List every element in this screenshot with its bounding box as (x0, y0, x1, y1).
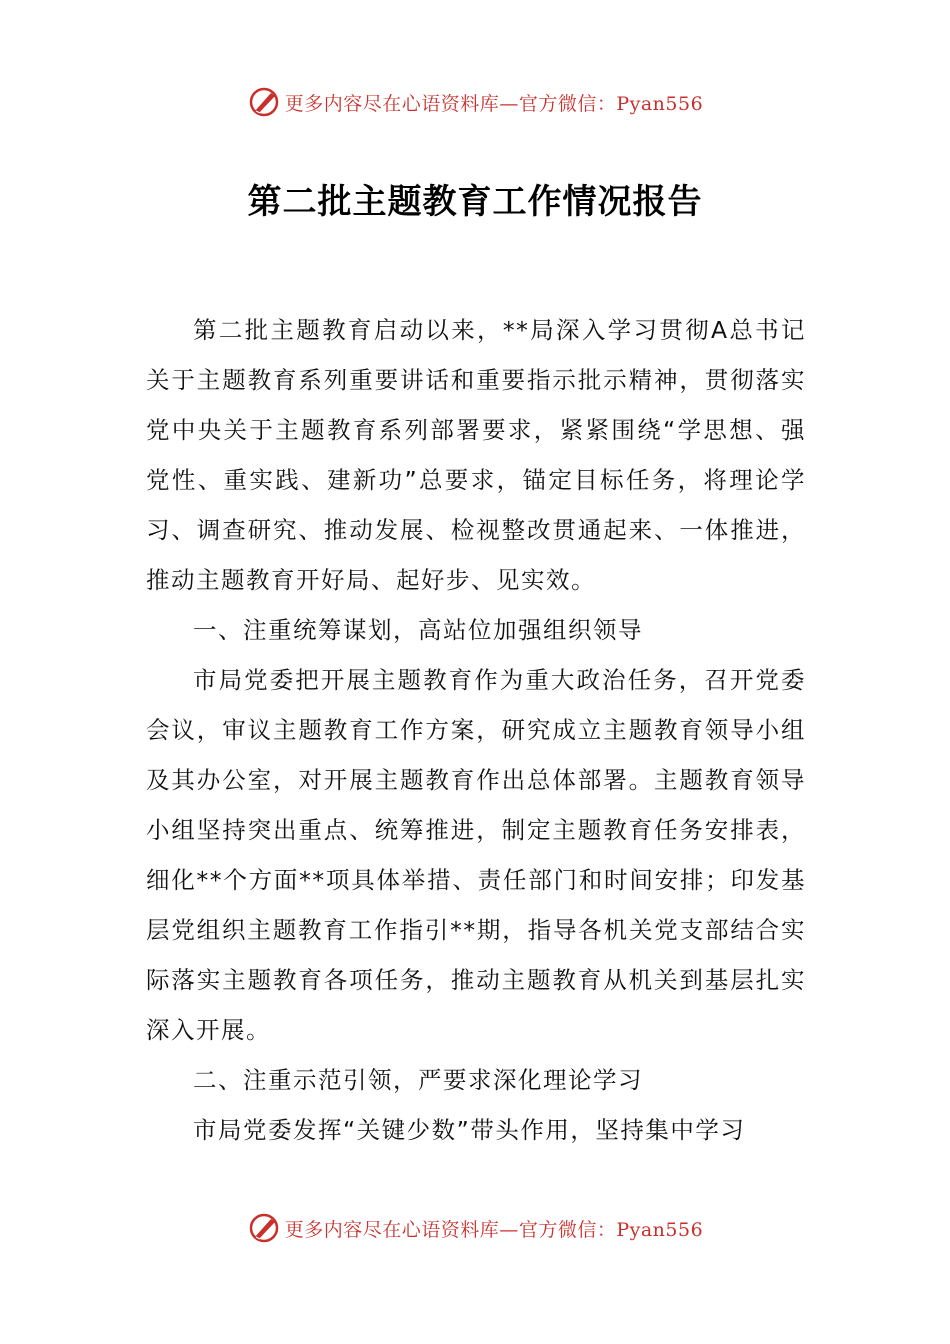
section-heading-2: 二、注重示范引领，严要求深化理论学习 (193, 1066, 643, 1094)
document-title: 第二批主题教育工作情况报告 (247, 182, 703, 222)
watermark-text: 更多内容尽在心语资料库—官方微信：Pyan556 (284, 92, 704, 115)
watermark-text: 更多内容尽在心语资料库—官方微信：Pyan556 (284, 1218, 704, 1241)
watermark-footer (0, 1208, 950, 1248)
paragraph-section-2: 市局党委发挥“关键少数”带头作用，坚持集中学习 (193, 1116, 746, 1144)
section-heading-1: 一、注重统筹谋划，高站位加强组织领导 (193, 616, 643, 644)
paragraph-section-1: 市局党委把开展主题教育作为重大政治任务，召开党委会议，审议主题教育工作方案，研究成立主题教育领导小组及其办公室，对开展主题教育作出总体部署。主题教育领导小组坚持突出重点、统筹推进，制定主题教育任务安排表，细化**个方面**项具体举措、责任部门和时间安排；印发基层党组织主题教育工作指引**期，指导各机关党支部结合实际落实主题教育各项任务，推动主题教育从机关到基层扎实深入开展。 (146, 666, 806, 1044)
watermark-header (0, 82, 950, 122)
document-body (146, 305, 806, 1155)
pen-circle-logo-icon (247, 85, 281, 119)
paragraph-intro: 第二批主题教育启动以来，**局深入学习贯彻A总书记关于主题教育系列重要讲话和重要指示批示精神，贯彻落实党中央关于主题教育系列部署要求，紧紧围绕“学思想、强党性、重实践、建新功”总要求，锚定目标任务，将理论学习、调查研究、推动发展、检视整改贯通起来、一体推进，推动主题教育开好局、起好步、见实效。 (146, 316, 806, 594)
pen-circle-logo-icon (247, 1211, 281, 1245)
